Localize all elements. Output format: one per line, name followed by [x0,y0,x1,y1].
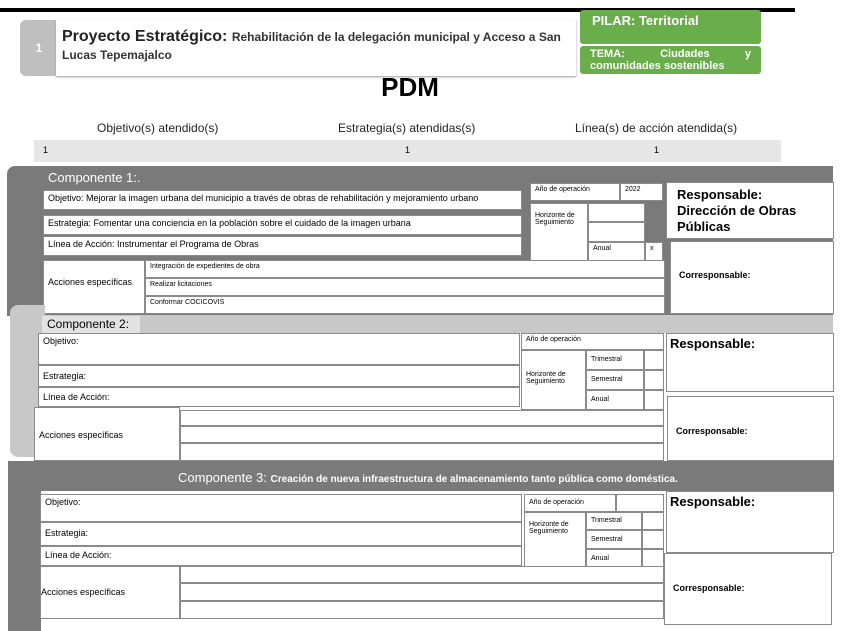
component-2-estrategia: Estrategia: [38,365,520,387]
component-1-acciones-label: Acciones específicas [43,260,145,314]
component-1-horizonte: Horizonte de Seguimiento [530,203,588,261]
component-2-title: Componente 2: [42,316,140,333]
component-3-anio-value [616,494,664,512]
pilar-badge: PILAR: Territorial [580,10,761,44]
lineas-count: 1 [654,145,660,155]
component-3-estrategia: Estrategia: [40,522,522,546]
component-1-anio-value: 2022 [620,183,663,201]
component-1-period-slot-1 [588,203,645,222]
component-3-linea: Línea de Acción: [40,546,522,566]
component-2-linea: Línea de Acción: [38,387,520,407]
objetivos-count: 1 [43,145,49,155]
component-1-anio-label: Año de operación [530,183,620,201]
component-1-linea: Línea de Acción: Instrumentar el Programa de Obras [43,236,522,256]
component-3-anual: Anual [586,549,642,568]
summary-row [34,140,781,162]
tab-number: 1 [35,41,43,55]
component-1-corresponsable: Corresponsable: [670,241,834,314]
component-3-trimestral: Trimestral [586,512,642,530]
project-title-rest: Rehabilitación de la delegación municipal y Acceso a San Lucas Tepemajalco [62,30,561,62]
component-3-trimestral-mark [642,512,664,530]
component-3-anio-label: Año de operación [524,494,616,512]
tema-word1: Ciudades [660,48,710,60]
component-1-accion-2: Realizar licitaciones [145,278,665,296]
component-2-corresponsable: Corresponsable: [667,396,834,461]
component-3-accion-3 [180,601,664,619]
component-3-acciones-label: Acciones específicas [40,566,180,619]
objetivos-header: Objetivo(s) atendido(s) [97,121,219,135]
pdm-title: PDM [381,72,439,102]
tema-badge [580,46,761,74]
component-3-title-rest: Creación de nueva infraestructura de almacenamiento tanto pública como doméstica. [270,474,678,485]
component-3-horizonte: Horizonte de Seguimiento [524,512,586,568]
component-3-objetivo: Objetivo: [40,494,522,522]
component-2-objetivo: Objetivo: [38,333,520,365]
component-1-estrategia: Estrategia: Fomentar una conciencia en la población sobre el cuidado de la imagen urbana [43,215,522,235]
component-3-title-bold: Componente 3: [178,470,271,485]
component-1-responsable: Responsable: Dirección de Obras Públicas [666,182,834,239]
component-3-semestral-mark [642,530,664,549]
component-1-accion-1: Integración de expedientes de obra [145,260,665,278]
component-2-band [42,315,833,333]
component-2-semestral: Semestral [586,370,644,390]
component-2-acciones-label: Acciones específicas [34,407,180,461]
component-3-title [178,470,678,485]
component-2-accion-2 [180,426,664,443]
component-2-anual-mark [644,390,664,410]
tema-label: TEMA: [590,48,625,60]
component-1-title: Componente 1:. [48,170,141,185]
component-2-accion-1 [180,410,664,426]
estrategias-header: Estrategia(s) atendidas(s) [338,121,476,135]
component-3-responsable: Responsable: [666,491,834,553]
component-1-period-slot-2 [588,222,645,242]
component-2-anio-label: Año de operación [521,333,664,350]
component-2-trimestral: Trimestral [586,350,644,370]
component-2-accion-3 [180,443,664,461]
component-1-anual-mark: x [645,242,663,261]
component-1-objetivo: Objetivo: Mejorar la imagen urbana del municipio a través de obras de rehabilitación y mejoramiento urbano [43,190,522,210]
lineas-header: Línea(s) de acción atendida(s) [575,121,738,135]
tema-line2: comunidades sostenibles [590,60,725,72]
component-2-semestral-mark [644,370,664,390]
project-title [62,28,572,64]
component-1-anual: Anual [588,242,645,261]
component-2-responsable: Responsable: [666,333,834,392]
component-3-corresponsable: Corresponsable: [664,553,832,625]
component-1-accion-3: Conformar COCICOVIS [145,296,665,314]
component-2-trimestral-mark [644,350,664,370]
component-3-semestral: Semestral [586,530,642,549]
component-3-accion-2 [180,583,664,601]
component-3-accion-1 [180,566,664,583]
component-2-anual: Anual [586,390,644,410]
project-tab [20,20,58,76]
component-2-horizonte: Horizonte de Seguimiento [521,350,586,410]
tema-word2: y [744,48,751,60]
project-title-bold: Proyecto Estratégico: [62,28,232,45]
estrategias-count: 1 [405,145,411,155]
